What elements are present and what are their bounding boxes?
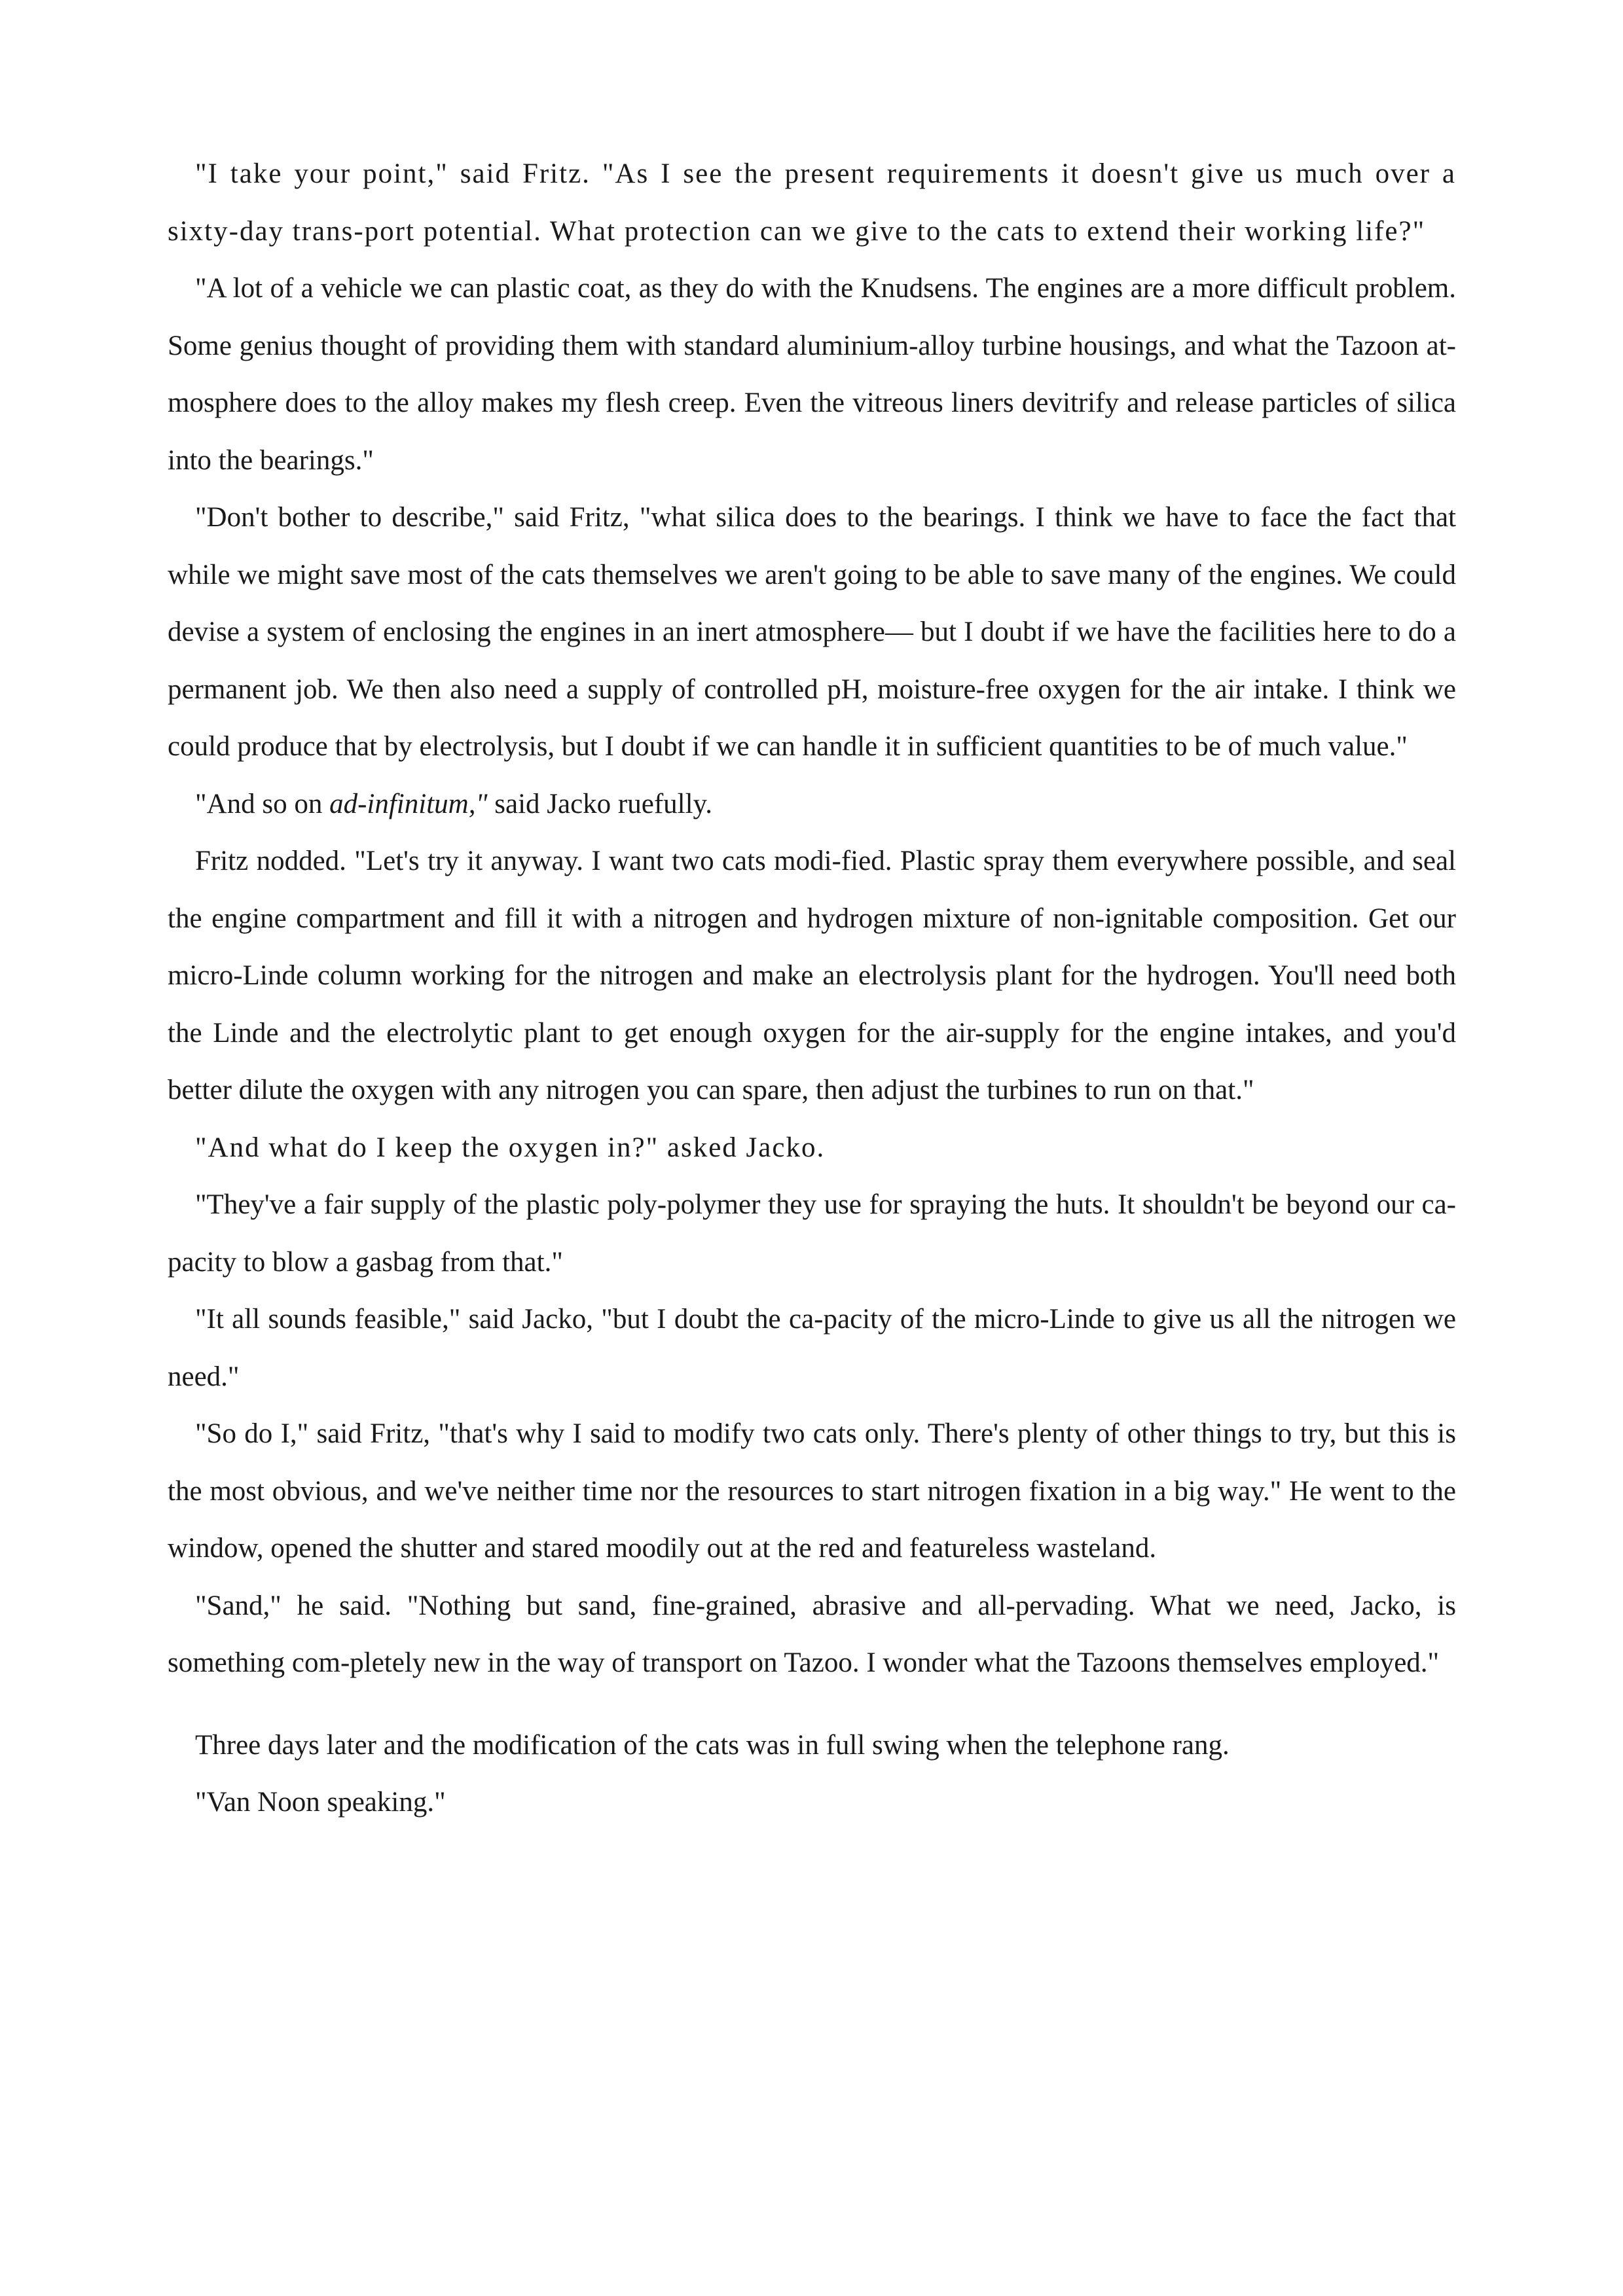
paragraph-10: "Sand," he said. "Nothing but sand, fine-grained, abrasive and all-pervading. What we need, Jacko, is something com-pletely new in the way of transport on Tazoo. I wonder what the Tazoons themselves employed." <box>168 1590 1456 1678</box>
paragraph-6: "And what do I keep the oxygen in?" asked Jacko. <box>195 1132 826 1163</box>
paragraph-9: "So do I," said Fritz, "that's why I said to modify two cats only. There's plenty of other things to try, but this is the most obvious, and we've neither time nor the resources to start nitrogen fixation in a big way." He went to the window, opened the shutter and stared moodily out at the red and featureless wasteland. <box>168 1418 1456 1564</box>
paragraph-1: "I take your point," said Fritz. "As I see the present requirements it doesn't give us much over a sixty-day trans-port potential. What protection can we give to the cats to extend their working life?" <box>168 158 1456 247</box>
paragraph-3: "Don't bother to describe," said Fritz, "what silica does to the bearings. I think we have to face the fact that while we might save most of the cats themselves we aren't going to be able to save many of the engines. We could devise a system of enclosing the engines in an inert atmosphere— but I doubt if we have the facilities here to do a permanent job. We then also need a supply of controlled pH, moisture-free oxygen for the air intake. I think we could produce that by electrolysis, but I doubt if we can handle it in sufficient quantities to be of much value." <box>168 502 1456 762</box>
paragraph-7: "They've a fair supply of the plastic poly-polymer they use for spraying the huts. It shouldn't be beyond our ca-pacity to blow a gasbag from that." <box>168 1189 1456 1278</box>
paragraph-11: Three days later and the modification of the cats was in full swing when the telephone rang. <box>195 1729 1230 1761</box>
paragraph-4-lead: "And so on <box>195 788 330 819</box>
paragraph-2: "A lot of a vehicle we can plastic coat, as they do with the Knudsens. The engines are a more difficult problem. Some genius thought of providing them with standard aluminium-alloy turbine housings, and what the Tazoon at-mosphere does to the alloy makes my flesh creep. Even the vitreous liners devitrify and release particles of silica into the bearings." <box>168 273 1456 476</box>
paragraph-4 <box>168 776 1456 833</box>
paragraph-12: "Van Noon speaking." <box>195 1787 446 1818</box>
paragraph-4-tail: said Jacko ruefully. <box>487 788 713 819</box>
paragraph-4-italic: ad-infinitum," <box>329 788 488 819</box>
body-text <box>168 145 1456 1831</box>
paragraph-8: "It all sounds feasible," said Jacko, "but I doubt the ca-pacity of the micro-Linde to give us all the nitrogen we need." <box>168 1304 1456 1392</box>
paragraph-5: Fritz nodded. "Let's try it anyway. I want two cats modi-fied. Plastic spray them everywhere possible, and seal the engine compartment and fill it with a nitrogen and hydrogen mixture of non-ignitable composition. Get our micro-Linde column working for the nitrogen and make an electrolysis plant for the hydrogen. You'll need both the Linde and the electrolytic plant to get enough oxygen for the air-supply for the engine intakes, and you'd better dilute the oxygen with any nitrogen you can spare, then adjust the turbines to run on that." <box>168 846 1456 1105</box>
